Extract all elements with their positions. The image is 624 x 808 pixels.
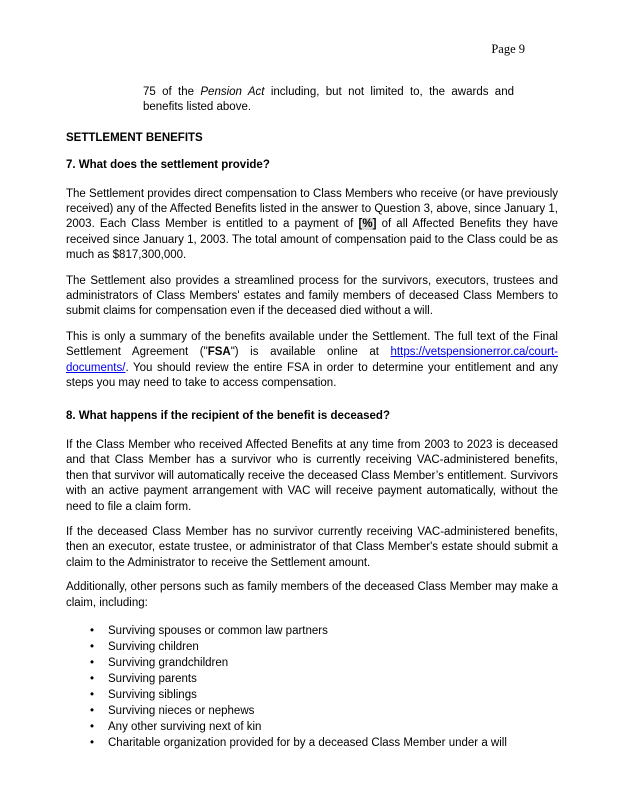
bullet-icon: • [90, 656, 95, 669]
list-item-label: Surviving siblings [108, 688, 197, 701]
q8-paragraph-1: If the Class Member who received Affected Benefits at any time from 2003 to 2023 is deceased and that Class Member has a survivor who is currently receiving VAC-administered benefits, then that survivor will automatically receive the deceased Class Member’s entitlement. Survivors with an active payment arrangement with VAC will receive payment automatically, without the need to file a claim form. [66, 438, 558, 513]
placeholder-close-bracket: ] [372, 218, 377, 231]
intro-continuation-paragraph [143, 85, 514, 116]
bullet-icon: • [90, 720, 95, 733]
list-item-label: Any other surviving next of kin [108, 720, 262, 733]
bullet-icon: • [90, 704, 95, 717]
list-item-charitable-organization [90, 735, 558, 751]
fsa-abbreviation: FSA [207, 346, 231, 359]
percentage-placeholder: % [362, 218, 373, 231]
claimants-list [66, 621, 558, 751]
list-item-surviving-grandchildren [90, 655, 558, 671]
bullet-icon: • [90, 624, 95, 637]
list-item-label: Surviving parents [108, 672, 197, 685]
question-8-heading: 8. What happens if the recipient of the benefit is deceased? [66, 409, 390, 422]
q8-paragraph-2: If the deceased Class Member has no survivor currently receiving VAC-administered benefits, then an executor, estate trustee, or administrator of that Class Member's estate should submit a claim to the Administrator to receive the Settlement amount. [66, 525, 558, 569]
question-7-heading: 7. What does the settlement provide? [66, 159, 270, 172]
list-item-surviving-nieces-nephews [90, 703, 558, 719]
bullet-icon: • [90, 688, 95, 701]
list-item-label: Charitable organization provided for by a deceased Class Member under a will [108, 736, 507, 749]
q7-para3-text-after: . You should review the entire FSA in order to determine your entitlement and any steps you may need to take to access compensation. [66, 361, 558, 390]
list-item-surviving-parents [90, 671, 558, 687]
list-item-surviving-siblings [90, 687, 558, 703]
list-item-label: Surviving children [108, 640, 199, 653]
q7-para3-text-mid: ") is available online at [230, 346, 391, 359]
q7-paragraph-2: The Settlement also provides a streamlined process for the survivors, executors, trustees and administrators of Class Members' estates and family members of deceased Class Members to submit claims for compensation even if the deceased died without a will. [66, 274, 558, 318]
q7-para3-text-before: This is only a summary of the benefits available under the Settlement. The full text of the Final Settlement Agreement (" [66, 330, 558, 359]
list-item-surviving-spouses [90, 623, 558, 639]
q7-paragraph-1 [66, 187, 558, 264]
list-item-label: Surviving grandchildren [108, 656, 229, 669]
list-item-surviving-children [90, 639, 558, 655]
settlement-benefits-heading: SETTLEMENT BENEFITS [66, 131, 203, 144]
list-item-label: Surviving spouses or common law partners [108, 624, 328, 637]
q7-para1-text-before: The Settlement provides direct compensation to Class Members who receive (or have previously received) any of the Affected Benefits listed in the answer to Question 3, above, since January 1, 2003. Each Class Member is entitled to a payment of [66, 187, 558, 231]
q7-paragraph-3 [66, 330, 558, 392]
intro-text-after: including, but not limited to, the awards and benefits listed above. [143, 86, 514, 114]
placeholder-open-bracket: [ [358, 218, 363, 231]
pension-act-italic: Pension Act [200, 86, 265, 98]
fsa-court-documents-link[interactable]: https://vetspensionerror.ca/court-documents/ [66, 346, 558, 374]
bullet-icon: • [90, 640, 95, 653]
bullet-icon: • [90, 736, 95, 749]
intro-text-before: 75 of the [143, 86, 201, 98]
bullet-icon: • [90, 672, 95, 685]
q7-para1-text-after: of all Affected Benefits they have received since January 1, 2003. The total amount of compensation paid to the Class could be as much as $817,300,000. [66, 218, 558, 262]
page-number: Page 9 [491, 42, 525, 56]
q8-paragraph-3: Additionally, other persons such as family members of the deceased Class Member may make a claim, including: [66, 581, 558, 609]
list-item-next-of-kin [90, 719, 558, 735]
list-item-label: Surviving nieces or nephews [108, 704, 255, 717]
